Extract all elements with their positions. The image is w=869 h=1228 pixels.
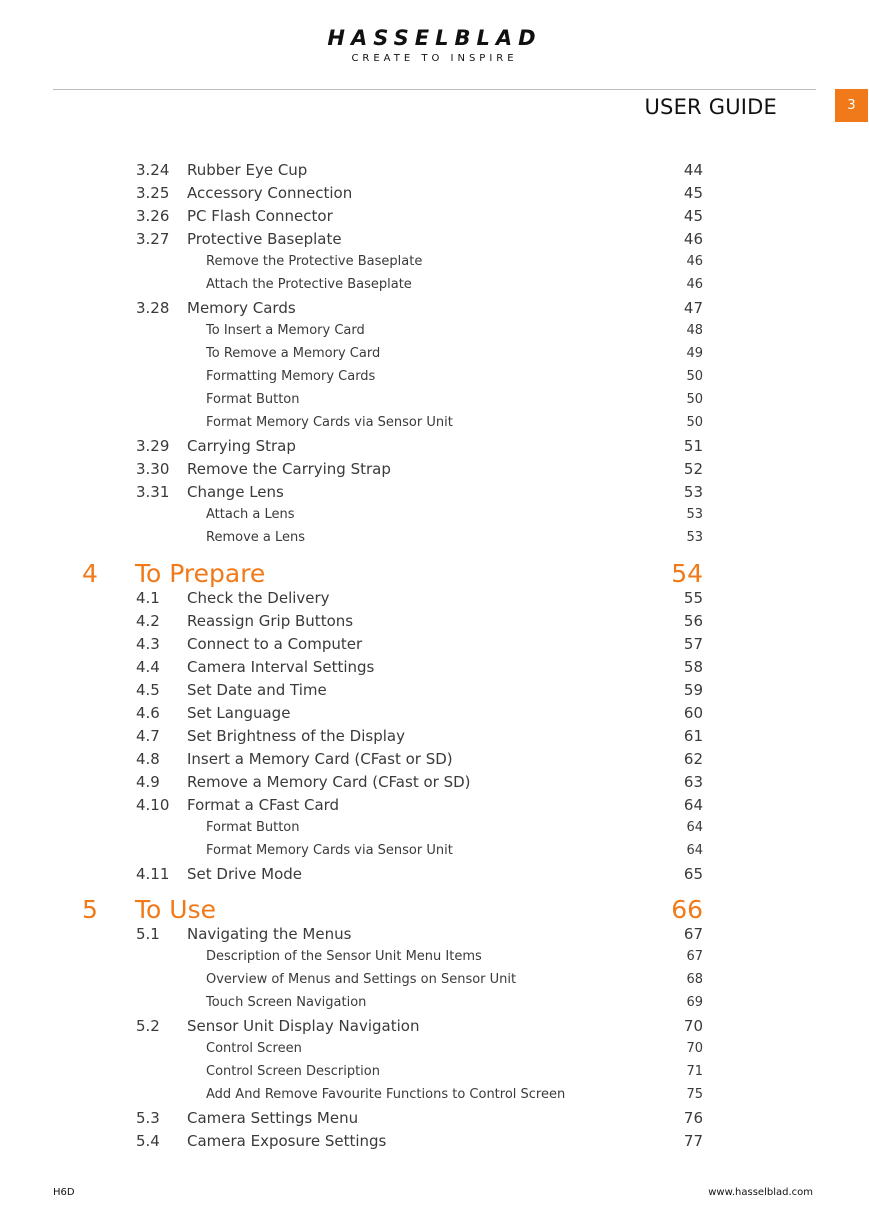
toc-entry-page[interactable]: 62 <box>683 750 703 768</box>
footer-website-link[interactable]: www.hasselblad.com <box>708 1187 813 1198</box>
toc-entry-sub[interactable] <box>0 1061 869 1084</box>
toc-entry-section[interactable] <box>0 205 869 228</box>
toc-entry-page[interactable]: 70 <box>683 1017 703 1035</box>
toc-entry-section[interactable] <box>0 679 869 702</box>
toc-entry-sub[interactable] <box>0 389 869 412</box>
toc-entry-sub[interactable] <box>0 343 869 366</box>
toc-entry-chapter[interactable] <box>0 895 869 923</box>
toc-entry-page[interactable]: 51 <box>683 437 703 455</box>
toc-entry-number: 4.11 <box>136 865 170 883</box>
toc-entry-number: 4.2 <box>136 612 160 630</box>
toc-entry-sub[interactable] <box>0 504 869 527</box>
toc-entry-page[interactable]: 63 <box>683 773 703 791</box>
toc-entry-page[interactable]: 64 <box>686 843 703 858</box>
toc-entry-number: 4.3 <box>136 635 160 653</box>
toc-entry-page[interactable]: 53 <box>683 483 703 501</box>
toc-entry-sub[interactable] <box>0 840 869 863</box>
toc-entry-label[interactable]: Rubber Eye Cup <box>187 161 308 179</box>
brand-logo <box>0 26 869 64</box>
toc-entry-section[interactable] <box>0 435 869 458</box>
toc-entry-number: 3.27 <box>136 230 170 248</box>
toc-entry-label[interactable]: To Prepare <box>135 559 266 588</box>
toc-entry-section[interactable] <box>0 656 869 679</box>
toc-entry-section[interactable] <box>0 702 869 725</box>
toc-entry-number: 3.30 <box>136 460 170 478</box>
toc-entry-sub[interactable] <box>0 366 869 389</box>
toc-entry-sub[interactable] <box>0 412 869 435</box>
toc-entry-page[interactable]: 46 <box>686 277 703 292</box>
toc-entry-number: 5 <box>82 895 98 924</box>
toc-entry-sub[interactable] <box>0 274 869 297</box>
footer-model: H6D <box>53 1187 75 1198</box>
toc-entry-label[interactable]: Add And Remove Favourite Functions to Control Screen <box>206 1087 566 1102</box>
toc-entry-label[interactable]: Navigating the Menus <box>187 925 352 943</box>
toc-entry-section[interactable] <box>0 1015 869 1038</box>
page-title: USER GUIDE <box>644 95 777 119</box>
toc-entry-section[interactable] <box>0 633 869 656</box>
toc-entry-number: 4.9 <box>136 773 160 791</box>
toc-entry-number: 3.31 <box>136 483 170 501</box>
toc-entry-number: 4.7 <box>136 727 160 745</box>
toc-entry-chapter[interactable] <box>0 559 869 587</box>
toc-entry-section[interactable] <box>0 610 869 633</box>
toc-entry-sub[interactable] <box>0 320 869 343</box>
toc-entry-page[interactable]: 48 <box>686 323 703 338</box>
toc-entry-page[interactable]: 56 <box>683 612 703 630</box>
page-number-badge: 3 <box>835 89 868 122</box>
toc-entry-page[interactable]: 60 <box>683 704 703 722</box>
toc-entry-label[interactable]: To Insert a Memory Card <box>206 323 365 338</box>
toc-entry-label[interactable]: Carrying Strap <box>187 437 296 455</box>
toc-entry-number: 5.4 <box>136 1132 160 1150</box>
toc-entry-label[interactable]: Attach a Lens <box>206 507 295 522</box>
toc-entry-number: 3.29 <box>136 437 170 455</box>
toc-entry-label[interactable]: Formatting Memory Cards <box>206 369 376 384</box>
toc-entry-number: 4.1 <box>136 589 160 607</box>
toc-entry-sub[interactable] <box>0 969 869 992</box>
toc-entry-page[interactable]: 75 <box>686 1087 703 1102</box>
toc-entry-page[interactable]: 69 <box>686 995 703 1010</box>
toc-entry-label[interactable]: Format Memory Cards via Sensor Unit <box>206 843 453 858</box>
toc-entry-label[interactable]: Remove a Lens <box>206 530 306 545</box>
toc-entry-label[interactable]: Format a CFast Card <box>187 796 340 814</box>
toc-entry-number: 3.25 <box>136 184 170 202</box>
toc-entry-label[interactable]: Format Button <box>206 392 300 407</box>
toc-entry-number: 3.24 <box>136 161 170 179</box>
toc-entry-label[interactable]: Reassign Grip Buttons <box>187 612 354 630</box>
brand-tagline: CREATE TO INSPIRE <box>351 53 518 64</box>
toc-entry-label[interactable]: Format Button <box>206 820 300 835</box>
toc-entry-label[interactable]: Control Screen <box>206 1041 302 1056</box>
toc-entry-page[interactable]: 68 <box>686 972 703 987</box>
toc-entry-sub[interactable] <box>0 251 869 274</box>
toc-entry-page[interactable]: 50 <box>686 369 703 384</box>
toc-entry-page[interactable]: 53 <box>686 507 703 522</box>
toc-entry-label[interactable]: Insert a Memory Card (CFast or SD) <box>187 750 453 768</box>
toc-entry-label[interactable]: Set Drive Mode <box>187 865 303 883</box>
toc-entry-number: 4.10 <box>136 796 170 814</box>
toc-entry-page[interactable]: 47 <box>683 299 703 317</box>
toc-entry-label[interactable]: Remove the Carrying Strap <box>187 460 391 478</box>
toc-entry-label[interactable]: Touch Screen Navigation <box>206 995 367 1010</box>
toc-entry-page[interactable]: 55 <box>683 589 703 607</box>
toc-entry-sub[interactable] <box>0 1038 869 1061</box>
toc-entry-page[interactable]: 66 <box>671 895 703 924</box>
toc-entry-label[interactable]: Description of the Sensor Unit Menu Items <box>206 949 482 964</box>
toc-entry-page[interactable]: 46 <box>683 230 703 248</box>
toc-entry-label[interactable]: Set Brightness of the Display <box>187 727 405 745</box>
toc-entry-section[interactable] <box>0 748 869 771</box>
toc-entry-page[interactable]: 64 <box>686 820 703 835</box>
table-of-contents <box>0 159 869 1153</box>
toc-entry-number: 3.28 <box>136 299 170 317</box>
toc-entry-page[interactable]: 70 <box>686 1041 703 1056</box>
toc-entry-label[interactable]: Camera Settings Menu <box>187 1109 359 1127</box>
toc-entry-label[interactable]: Accessory Connection <box>187 184 353 202</box>
toc-entry-page[interactable]: 64 <box>683 796 703 814</box>
toc-entry-label[interactable]: Remove the Protective Baseplate <box>206 254 423 269</box>
toc-entry-section[interactable] <box>0 458 869 481</box>
toc-entry-page[interactable]: 45 <box>683 207 703 225</box>
toc-entry-label[interactable]: Sensor Unit Display Navigation <box>187 1017 420 1035</box>
toc-entry-number: 4 <box>82 559 98 588</box>
toc-entry-page[interactable]: 54 <box>671 559 703 588</box>
toc-entry-section[interactable] <box>0 228 869 251</box>
toc-entry-sub[interactable] <box>0 1084 869 1107</box>
toc-entry-section[interactable] <box>0 297 869 320</box>
toc-entry-number: 3.26 <box>136 207 170 225</box>
toc-entry-label[interactable]: Control Screen Description <box>206 1064 380 1079</box>
toc-entry-label[interactable]: Overview of Menus and Settings on Sensor Unit <box>206 972 517 987</box>
toc-entry-number: 4.5 <box>136 681 160 699</box>
toc-entry-sub[interactable] <box>0 527 869 550</box>
toc-entry-label[interactable]: To Remove a Memory Card <box>206 346 381 361</box>
toc-entry-label[interactable]: Format Memory Cards via Sensor Unit <box>206 415 453 430</box>
toc-entry-label[interactable]: PC Flash Connector <box>187 207 333 225</box>
toc-entry-label[interactable]: Protective Baseplate <box>187 230 342 248</box>
toc-entry-label[interactable]: Camera Interval Settings <box>187 658 375 676</box>
toc-entry-section[interactable] <box>0 794 869 817</box>
toc-entry-number: 5.1 <box>136 925 160 943</box>
toc-entry-label[interactable]: Attach the Protective Baseplate <box>206 277 412 292</box>
toc-entry-section[interactable] <box>0 923 869 946</box>
toc-entry-page[interactable]: 50 <box>686 392 703 407</box>
toc-entry-number: 4.8 <box>136 750 160 768</box>
toc-entry-page[interactable]: 61 <box>683 727 703 745</box>
toc-entry-page[interactable]: 58 <box>683 658 703 676</box>
toc-entry-label[interactable]: Change Lens <box>187 483 284 501</box>
toc-entry-page[interactable]: 77 <box>683 1132 703 1150</box>
brand-wordmark: HASSELBLAD <box>327 26 542 50</box>
toc-entry-page[interactable]: 53 <box>686 530 703 545</box>
toc-entry-page[interactable]: 50 <box>686 415 703 430</box>
toc-entry-page[interactable]: 59 <box>683 681 703 699</box>
toc-entry-section[interactable] <box>0 771 869 794</box>
toc-entry-section[interactable] <box>0 159 869 182</box>
toc-entry-sub[interactable] <box>0 946 869 969</box>
toc-entry-label[interactable]: Remove a Memory Card (CFast or SD) <box>187 773 471 791</box>
toc-entry-label[interactable]: Memory Cards <box>187 299 296 317</box>
toc-entry-label[interactable]: Camera Exposure Settings <box>187 1132 387 1150</box>
toc-entry-page[interactable]: 57 <box>683 635 703 653</box>
toc-entry-label[interactable]: Check the Delivery <box>187 589 330 607</box>
toc-entry-section[interactable] <box>0 863 869 886</box>
toc-entry-page[interactable]: 46 <box>686 254 703 269</box>
toc-entry-page[interactable]: 49 <box>686 346 703 361</box>
toc-entry-label[interactable]: Set Language <box>187 704 291 722</box>
toc-entry-section[interactable] <box>0 587 869 610</box>
toc-entry-page[interactable]: 71 <box>686 1064 703 1079</box>
toc-entry-section[interactable] <box>0 725 869 748</box>
toc-entry-number: 4.6 <box>136 704 160 722</box>
toc-entry-page[interactable]: 45 <box>683 184 703 202</box>
toc-entry-number: 4.4 <box>136 658 160 676</box>
toc-entry-page[interactable]: 76 <box>683 1109 703 1127</box>
toc-entry-label[interactable]: Set Date and Time <box>187 681 327 699</box>
toc-entry-page[interactable]: 67 <box>686 949 703 964</box>
toc-entry-page[interactable]: 52 <box>683 460 703 478</box>
toc-entry-section[interactable] <box>0 1107 869 1130</box>
toc-entry-label[interactable]: Connect to a Computer <box>187 635 363 653</box>
toc-entry-section[interactable] <box>0 1130 869 1153</box>
header-divider <box>53 89 816 90</box>
toc-entry-sub[interactable] <box>0 817 869 840</box>
toc-entry-section[interactable] <box>0 481 869 504</box>
toc-entry-label[interactable]: To Use <box>135 895 216 924</box>
toc-entry-section[interactable] <box>0 182 869 205</box>
toc-entry-page[interactable]: 44 <box>683 161 703 179</box>
toc-entry-page[interactable]: 65 <box>683 865 703 883</box>
toc-entry-page[interactable]: 67 <box>683 925 703 943</box>
toc-entry-number: 5.2 <box>136 1017 160 1035</box>
toc-entry-number: 5.3 <box>136 1109 160 1127</box>
toc-entry-sub[interactable] <box>0 992 869 1015</box>
